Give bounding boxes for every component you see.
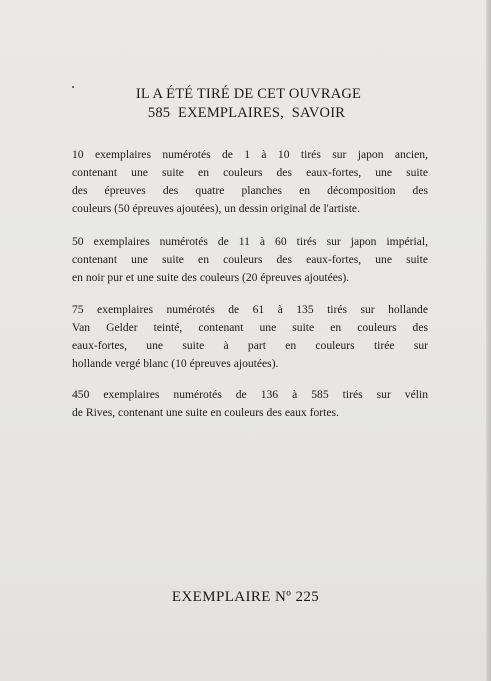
paragraph-line: en noir pur et une suite des couleurs (20 épreuves ajoutées).	[72, 271, 350, 284]
header-line-2: 585 EXEMPLAIRES, SAVOIR	[147, 105, 346, 121]
paragraph-japon-ancien	[72, 146, 428, 218]
copy-number: EXEMPLAIRE Nº 225	[171, 589, 320, 605]
paragraph-line: couleurs (50 épreuves ajoutées), un dessin original de l'artiste.	[72, 202, 360, 215]
paragraph-line: contenant une suite en couleurs des eaux-fortes, une suite	[72, 166, 428, 179]
paragraph-japon-imperial	[72, 233, 428, 287]
paragraph-line: contenant une suite en couleurs des eaux-fortes, une suite	[72, 253, 428, 266]
paragraph-line: Van Gelder teinté, contenant une suite en couleurs des	[72, 321, 428, 334]
paragraph-line: hollande vergé blanc (10 épreuves ajoutées).	[72, 357, 279, 370]
paragraph-line: 75 exemplaires numérotés de 61 à 135 tirés sur hollande	[72, 303, 428, 316]
paragraph-line: des épreuves des quatre planches en décomposition des	[72, 184, 428, 197]
paragraph-line: eaux-fortes, une suite à part en couleurs tirée sur	[72, 339, 428, 352]
paragraph-velin-rives	[72, 386, 428, 422]
paragraph-line: 10 exemplaires numérotés de 1 à 10 tirés sur japon ancien,	[72, 148, 428, 161]
paragraph-hollande	[72, 301, 428, 373]
header-line-1: IL A ÉTÉ TIRÉ DE CET OUVRAGE	[135, 86, 362, 102]
paragraph-line: 50 exemplaires numérotés de 11 à 60 tirés sur japon impérial,	[72, 235, 428, 248]
paragraph-line: 450 exemplaires numérotés de 136 à 585 tirés sur vélin	[72, 388, 428, 401]
paragraph-line: de Rives, contenant une suite en couleurs des eaux fortes.	[72, 406, 339, 419]
